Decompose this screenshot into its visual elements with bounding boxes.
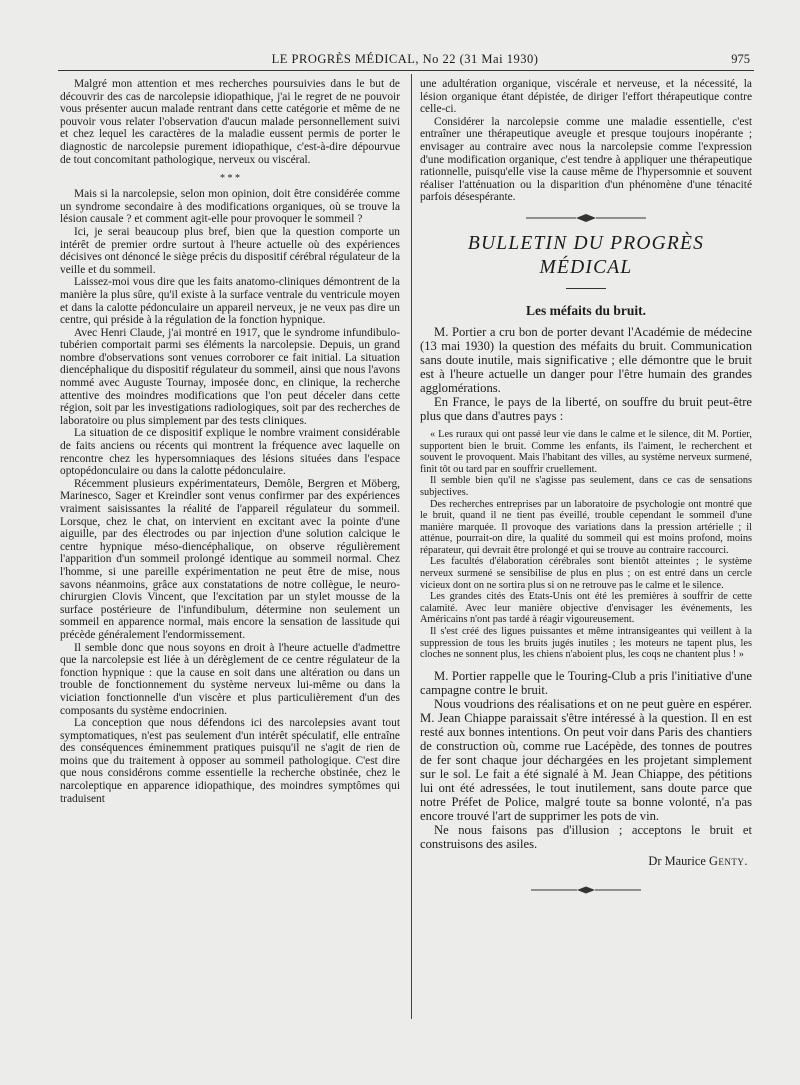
paragraph: La situation de ce dispositif explique le nombre vraiment considérable de faits anciens ou récents qui montrent la fréquence avec laquelle on rencontre chez les hypersomniaques des lésions situées dans l'espace optopédonculaire ou dans la calotte pédonculaire. [60,427,400,478]
signature-prefix: Dr Maurice [648,853,706,868]
left-column [60,78,400,805]
signature-name: Genty. [708,853,748,868]
ornament-divider-icon [526,213,646,223]
paragraph: Avec Henri Claude, j'ai montré en 1917, que le syndrome infundibulo-tubérien comportait parmi ses éléments la narcolepsie. Depuis, un grand nombre d'observations sont venues corroborer ce fait initial. La situation diencéphalique du dispositif régulateur du sommeil, ainsi que nous l'avons nommé avec Auguste Tournay, imposée donc, en clinique, la recherche attentive des moindres modifications que l'on peut déceler dans cette région, soit par les investigations radiologiques, soit par des recherches de laboratoire ou plus simplement par des tests cliniques. [60,326,400,427]
paragraph: En France, le pays de la liberté, on souffre du bruit peut-être plus que dans d'autres pays : [420,394,752,423]
paragraph: Laissez-moi vous dire que les faits anatomo-cliniques démontrent de la manière la plus sûre, qu'il existe à la surface ventrale du ventricule moyen et dans la calotte pédonculaire un appareil nerveux, je ne veux pas dire un centre, qui préside à la régulation de la fonction hypnique. [60,276,400,327]
paragraph: une adultération organique, viscérale et nerveuse, et la nécessité, la lésion organique étant dépistée, de diriger l'effort thérapeutique contre celle-ci. [420,78,752,116]
paragraph: Récemment plusieurs expérimentateurs, Demôle, Bergren et Möberg, Marinesco, Sager et Kreindler sont venus confirmer par des expériences vraiment saisissantes la réalité de l'appareil régulateur du sommeil. Lorsque, chez le chat, on intervient en excitant avec la pointe d'une aiguille, par des électrodes ou par injection d'une solution calcique le centre hypnique méso-diencéphalique, on observe régulièrement l'apparition d'un sommeil prolongé identique au sommeil normal. Chez l'homme, si une pareille expérimentation ne peut être de mise, nous savons néanmoins, grâce aux constatations de notre collègue, le neuro-chirurgien Clovis Vincent, que l'excitation par un stylet mousse de la surface postérieure de l'infundibulum, détermine non seulement un sommeil en apparence normal, mais encore la sensation de lassitude qui précède généralement l'endormissement. [60,477,400,641]
quote-paragraph: Des recherches entreprises par un laboratoire de psychologie ont montré que le bruit, quand il ne tient pas éveillé, trouble cependant le sommeil d'une manière marquée. Il provoque des variations dans la pression artérielle ; il atténue, pourrait-on dire, la qualité du sommeil qui est moins profond, moins réparateur, qui devrait être prolongé et qui se trouve au contraire raccourci. [420,498,752,556]
quote-paragraph: Les facultés d'élaboration cérébrales sont bientôt atteintes ; le système nerveux surmené se sensibilise de plus en plus ; on est entré dans un cercle vicieux dont on ne sortira plus si on ne retrouve pas le calme et le silence. [420,556,752,591]
header-rule [58,70,754,71]
paragraph: M. Portier rappelle que le Touring-Club a pris l'initiative d'une campagne contre le bruit. [420,668,752,697]
paragraph: M. Portier a cru bon de porter devant l'Académie de médecine (13 mai 1930) la question des méfaits du bruit. Communication sans doute inutile, mais significative ; elle démontre que le bruit est à l'heure actuelle un danger pour l'être humain des grandes agglomérations. [420,324,752,395]
paragraph: Mais si la narcolepsie, selon mon opinion, doit être considérée comme un syndrome secondaire à des modifications organiques, où se trouve la lésion causale ? et comment agit-elle pour provoquer le sommeil ? [60,188,400,226]
page-number: 975 [731,52,750,66]
paragraph: Il semble donc que nous soyons en droit à l'heure actuelle d'admettre que la narcolepsie est liée à un dérèglement de ce centre régulateur de la fonction hypnique : que la cause en soit dans une altération ou dans un trouble de fonctionnement du système nerveux lui-même ou dans la viciation fonctionnelle d'un viscère et plus particulièrement d'un des composants du système endocrinien. [60,641,400,717]
running-header [60,52,750,68]
heading-rule [566,288,606,289]
article-title: Les méfaits du bruit. [525,302,646,318]
author-signature [420,855,752,868]
quote-paragraph: Il semble bien qu'il ne s'agisse pas seulement, dans ce cas de sensations subjectives. [420,475,752,498]
quote-paragraph: Il s'est créé des ligues puissantes et même intransigeantes qui veillent à la suppression de tous les bruits jugés inutiles ; les moteurs ne tapent plus, les cloches ne sonnent plus, les chiens n'aboient plus, les coqs ne chantent plus ! » [420,626,752,661]
running-title: LE PROGRÈS MÉDICAL, No 22 (31 Mai 1930) [271,52,539,66]
end-ornament-icon [531,885,641,895]
paragraph: Ne nous faisons pas d'illusion ; acceptons le bruit et construisons des asiles. [420,822,752,851]
paragraph: Nous voudrions des réalisations et on ne peut guère en espérer. M. Jean Chiappe paraissait s'être intéressé à la question. Il en est resté aux bonnes intentions. On peut voir dans Paris des chantiers de construction où, comme rue Lacépède, des tonnes de poutres de fer sont chaque jour déchargées en les projetant simplement sur le sol. Le fait a été signalé à M. Jean Chiappe, des pétitions lui ont été adressées, le tout inutilement, sans doute parce que notre Préfet de Police, malgré toute sa bonne volonté, n'a pas encore trouvé l'art de supprimer les pots de vin. [420,696,752,823]
column-divider [411,74,412,1019]
paragraph: Malgré mon attention et mes recherches poursuivies dans le but de découvrir des cas de narcolepsie idiopathique, j'ai le regret de ne pouvoir vous présenter aucun malade rentrant dans cette catégorie et même de ne pouvoir vous relater l'observation d'aucun malade personnellement suivi et chez lequel les caractères de la maladie eussent permis de porter le diagnostic de narcolepsie purement idiopathique, c'est-à-dire dépourvue de tout concomitant pathologique, nerveux ou viscéral. [60,78,400,166]
paragraph: La conception que nous défendons ici des narcolepsies avant tout symptomatiques, n'est pas seulement d'un intérêt spéculatif, elle entraîne des conséquences éminemment pratiques puisqu'il ne s'agit de rien de moins que du traitement à opposer au sommeil pathologique. C'est dire que nous considérons comme essentielle la recherche obstinée, chez le narcoleptique en apparence idiopathique, des moindres symptômes qui traduisent [60,717,400,805]
section-stars: * * * [220,173,240,185]
right-column [420,78,752,895]
section-heading: BULLETIN DU PROGRÈS MÉDICAL [467,232,705,278]
quote-paragraph: Les grandes cités des Etats-Unis ont été les premières à souffrir de cette calamité. Avec leur manière objective d'envisager les événements, les Américains n'ont pas tardé à réagir vigoureusement. [420,591,752,626]
quote-paragraph: « Les ruraux qui ont passé leur vie dans le calme et le silence, dit M. Portier, supportent bien le bruit. Comme les enfants, ils l'aiment, le recherchent et souvent le provoquent. Mais l'habitant des villes, au système nerveux surmené, finit tôt ou tard par en souffrir cruellement. [420,428,752,475]
block-quote [420,429,752,661]
paragraph: Ici, je serai beaucoup plus bref, bien que la question comporte un intérêt de premier ordre surtout à l'heure actuelle où des expériences décisives ont dénoncé le siège précis du dispositif cérébral régulateur de la veille et du sommeil. [60,225,401,276]
paragraph: Considérer la narcolepsie comme une maladie essentielle, c'est entraîner une thérapeutique aveugle et presque toujours inopérante ; envisager au contraire avec nous la narcolepsie comme l'expression d'une modification organique, c'est tendre à appliquer une thérapeutique rationnelle, puisqu'elle vise la cause même de l'hypersomnie et souvent réaliser l'atténuation ou la disparition d'un phénomène d'une ténacité parfois désespérante. [420,115,752,204]
